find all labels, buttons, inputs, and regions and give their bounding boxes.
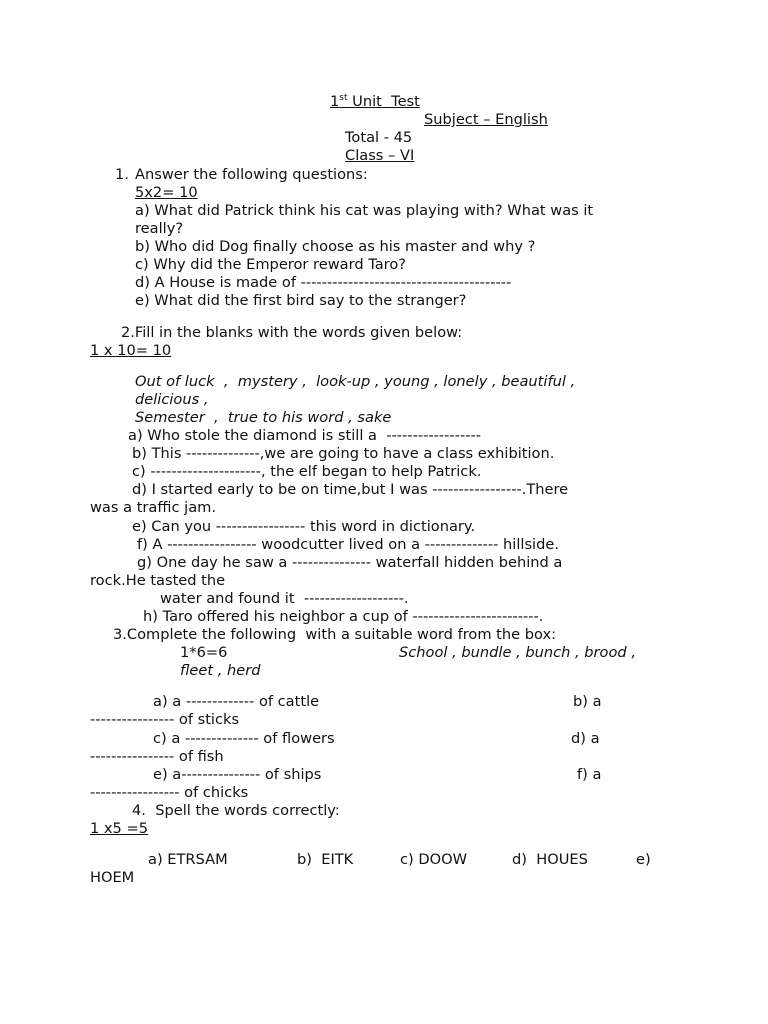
q3-item-d: d) a <box>571 730 600 747</box>
q3-item-b-cont: ---------------- of sticks <box>90 711 240 728</box>
subject-line: Subject – English <box>424 111 548 128</box>
q2-item-d-cont: was a traffic jam. <box>90 499 216 516</box>
q2-marks: 1 x 10= 10 <box>90 342 172 359</box>
q1-item-e: e) What did the first bird say to the stranger? <box>135 292 467 309</box>
q4-marks: 1 x5 =5 <box>90 820 148 837</box>
q2-item-g-cont1: rock.He tasted the <box>90 572 226 589</box>
q4-word-d: d) HOUES <box>512 851 588 868</box>
q3-word-bank-1: School , bundle , bunch , brood , <box>399 644 636 661</box>
q2-item-e: e) Can you ----------------- this word in dictionary. <box>132 518 476 535</box>
q2-item-f: f) A ----------------- woodcutter lived on a -------------- hillside. <box>137 536 559 553</box>
q2-item-a: a) Who stole the diamond is still a ------------------ <box>128 427 482 444</box>
total-marks: Total - 45 <box>345 129 413 146</box>
q4-title: 4. Spell the words correctly: <box>132 802 340 819</box>
q2-item-b: b) This --------------,we are going to have a class exhibition. <box>132 445 555 462</box>
q3-item-f: f) a <box>577 766 602 783</box>
q3-word-bank-2: fleet , herd <box>180 662 261 679</box>
q2-word-bank-2: delicious , <box>135 391 209 408</box>
q3-item-b: b) a <box>573 693 602 710</box>
q1-item-d: d) A House is made of ---------------------------------------- <box>135 274 512 291</box>
q2-word-bank-1: Out of luck , mystery , look-up , young , lonely , beautiful , <box>135 373 576 390</box>
q2-item-h: h) Taro offered his neighbor a cup of ------------------------. <box>143 608 544 625</box>
q2-title: 2.Fill in the blanks with the words given below: <box>121 324 463 341</box>
q1-item-a: a) What did Patrick think his cat was playing with? What was it <box>135 202 594 219</box>
q1-title: Answer the following questions: <box>135 166 368 183</box>
q2-word-bank-3: Semester , true to his word , sake <box>135 409 392 426</box>
q4-word-b: b) EITK <box>297 851 354 868</box>
q3-title: 3.Complete the following with a suitable word from the box: <box>113 626 557 643</box>
q4-word-c: c) DOOW <box>400 851 467 868</box>
q1-marks: 5x2= 10 <box>135 184 198 201</box>
q3-item-e: e) a--------------- of ships <box>153 766 322 783</box>
q1-item-c: c) Why did the Emperor reward Taro? <box>135 256 407 273</box>
q3-item-c: c) a -------------- of flowers <box>153 730 335 747</box>
q2-item-d: d) I started early to be on time,but I was -----------------.There <box>132 481 569 498</box>
q1-item-a-cont: really? <box>135 220 184 237</box>
q1-number: 1. <box>115 166 129 183</box>
q4-word-a: a) ETRSAM <box>148 851 228 868</box>
q2-item-g: g) One day he saw a --------------- waterfall hidden behind a <box>137 554 563 571</box>
q3-item-a: a) a ------------- of cattle <box>153 693 320 710</box>
unit-test-title: 1st Unit Test <box>330 93 420 110</box>
q3-marks: 1*6=6 <box>180 644 228 661</box>
q4-word-e-cont: HOEM <box>90 869 135 886</box>
class-line: Class – VI <box>345 147 415 164</box>
q2-item-g-cont2: water and found it -------------------. <box>160 590 409 607</box>
q2-item-c: c) ---------------------, the elf began to help Patrick. <box>132 463 482 480</box>
q1-item-b: b) Who did Dog finally choose as his master and why ? <box>135 238 536 255</box>
q3-item-d-cont: ---------------- of fish <box>90 748 224 765</box>
q3-item-f-cont: ----------------- of chicks <box>90 784 249 801</box>
q4-word-e: e) <box>636 851 651 868</box>
